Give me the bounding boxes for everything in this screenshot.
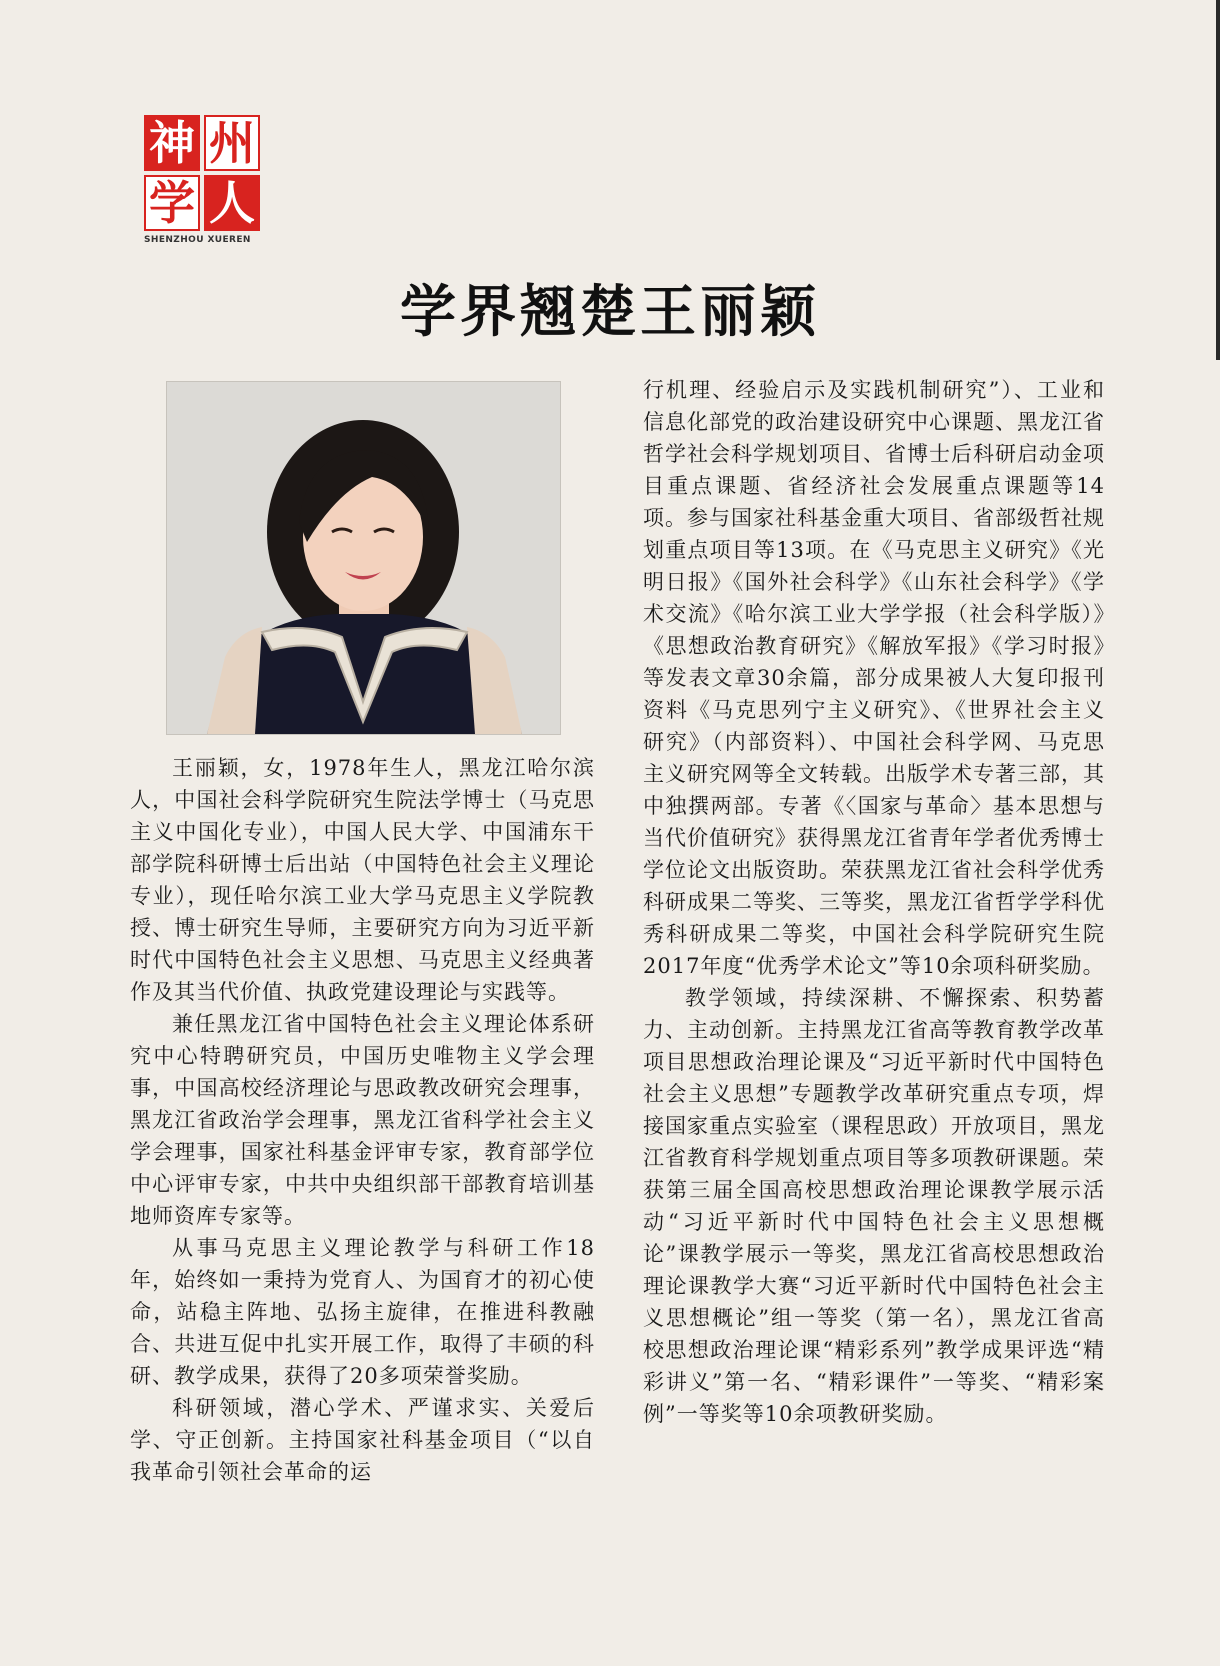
left-text-column bbox=[130, 752, 595, 1488]
logo-char-4: 人 bbox=[204, 175, 260, 231]
logo-char-1: 神 bbox=[144, 115, 200, 171]
paragraph-research-cont: 行机理、经验启示及实践机制研究”）、工业和信息化部党的政治建设研究中心课题、黑龙江省哲学社会科学规划项目、省博士后科研启动金项目重点课题、省经济社会发展重点课题等14项。参与国家社科基金重大项目、省部级哲社规划重点项目等13项。在《马克思主义研究》《光明日报》《国外社会科学》《山东社会科学》《学术交流》《哈尔滨工业大学学报（社会科学版）》《思想政治教育研究》《解放军报》《学习时报》等发表文章30余篇，部分成果被人大复印报刊资料《马克思列宁主义研究》、《世界社会主义研究》（内部资料）、中国社会科学网、马克思主义研究网等全文转载。出版学术专著三部，其中独撰两部。专著《〈国家与革命〉基本思想与当代价值研究》获得黑龙江省青年学者优秀博士学位论文出版资助。荣获黑龙江省社会科学优秀科研成果二等奖、三等奖，黑龙江省哲学学科优秀科研成果二等奖，中国社会科学院研究生院2017年度“优秀学术论文”等10余项科研奖励。 bbox=[643, 378, 1105, 978]
portrait-illustration bbox=[167, 382, 560, 734]
paragraph-career: 从事马克思主义理论教学与科研工作18年，始终如一秉持为党育人、为国育才的初心使命，站稳主阵地、弘扬主旋律，在推进科教融合、共进互促中扎实开展工作，取得了丰硕的科研、教学成果，获得了20多项荣誉奖励。 bbox=[130, 1236, 595, 1388]
paragraph-positions: 兼任黑龙江省中国特色社会主义理论体系研究中心特聘研究员，中国历史唯物主义学会理事，中国高校经济理论与思政教改研究会理事，黑龙江省政治学会理事，黑龙江省科学社会主义学会理事，国家社科基金评审专家，教育部学位中心评审专家，中共中央组织部干部教育培训基地师资库专家等。 bbox=[130, 1012, 595, 1228]
logo-char-3: 学 bbox=[144, 175, 200, 231]
paragraph-bio: 王丽颖，女，1978年生人，黑龙江哈尔滨人，中国社会科学院研究生院法学博士（马克思主义中国化专业），中国人民大学、中国浦东干部学院科研博士后出站（中国特色社会主义理论专业），现任哈尔滨工业大学马克思主义学院教授、博士研究生导师，主要研究方向为习近平新时代中国特色社会主义思想、马克思主义经典著作及其当代价值、执政党建设理论与实践等。 bbox=[130, 756, 595, 1004]
portrait-photo bbox=[166, 381, 561, 735]
logo-english: SHENZHOU XUEREN bbox=[144, 235, 251, 245]
paragraph-teaching: 教学领域，持续深耕、不懈探索、积势蓄力、主动创新。主持黑龙江省高等教育教学改革项目思想政治理论课及“习近平新时代中国特色社会主义思想”专题教学改革研究重点专项，焊接国家重点实验室（课程思政）开放项目，黑龙江省教育科学规划重点项目等多项教研课题。荣获第三届全国高校思想政治理论课教学展示活动“习近平新时代中国特色社会主义思想概论”课教学展示一等奖，黑龙江省高校思想政治理论课教学大赛“习近平新时代中国特色社会主义思想概论”组一等奖（第一名），黑龙江省高校思想政治理论课“精彩系列”教学成果评选“精彩讲义”第一名、“精彩课件”一等奖、“精彩案例”一等奖等10余项教研奖励。 bbox=[643, 986, 1105, 1426]
logo-char-2: 州 bbox=[204, 115, 260, 171]
article-title: 学界翘楚王丽颖 bbox=[400, 280, 820, 345]
right-text-column bbox=[643, 374, 1105, 1430]
paragraph-research-start: 科研领域，潜心学术、严谨求实、关爱后学、守正创新。主持国家社科基金项目（“以自我革命引领社会革命的运 bbox=[130, 1396, 595, 1484]
magazine-logo bbox=[144, 115, 264, 245]
